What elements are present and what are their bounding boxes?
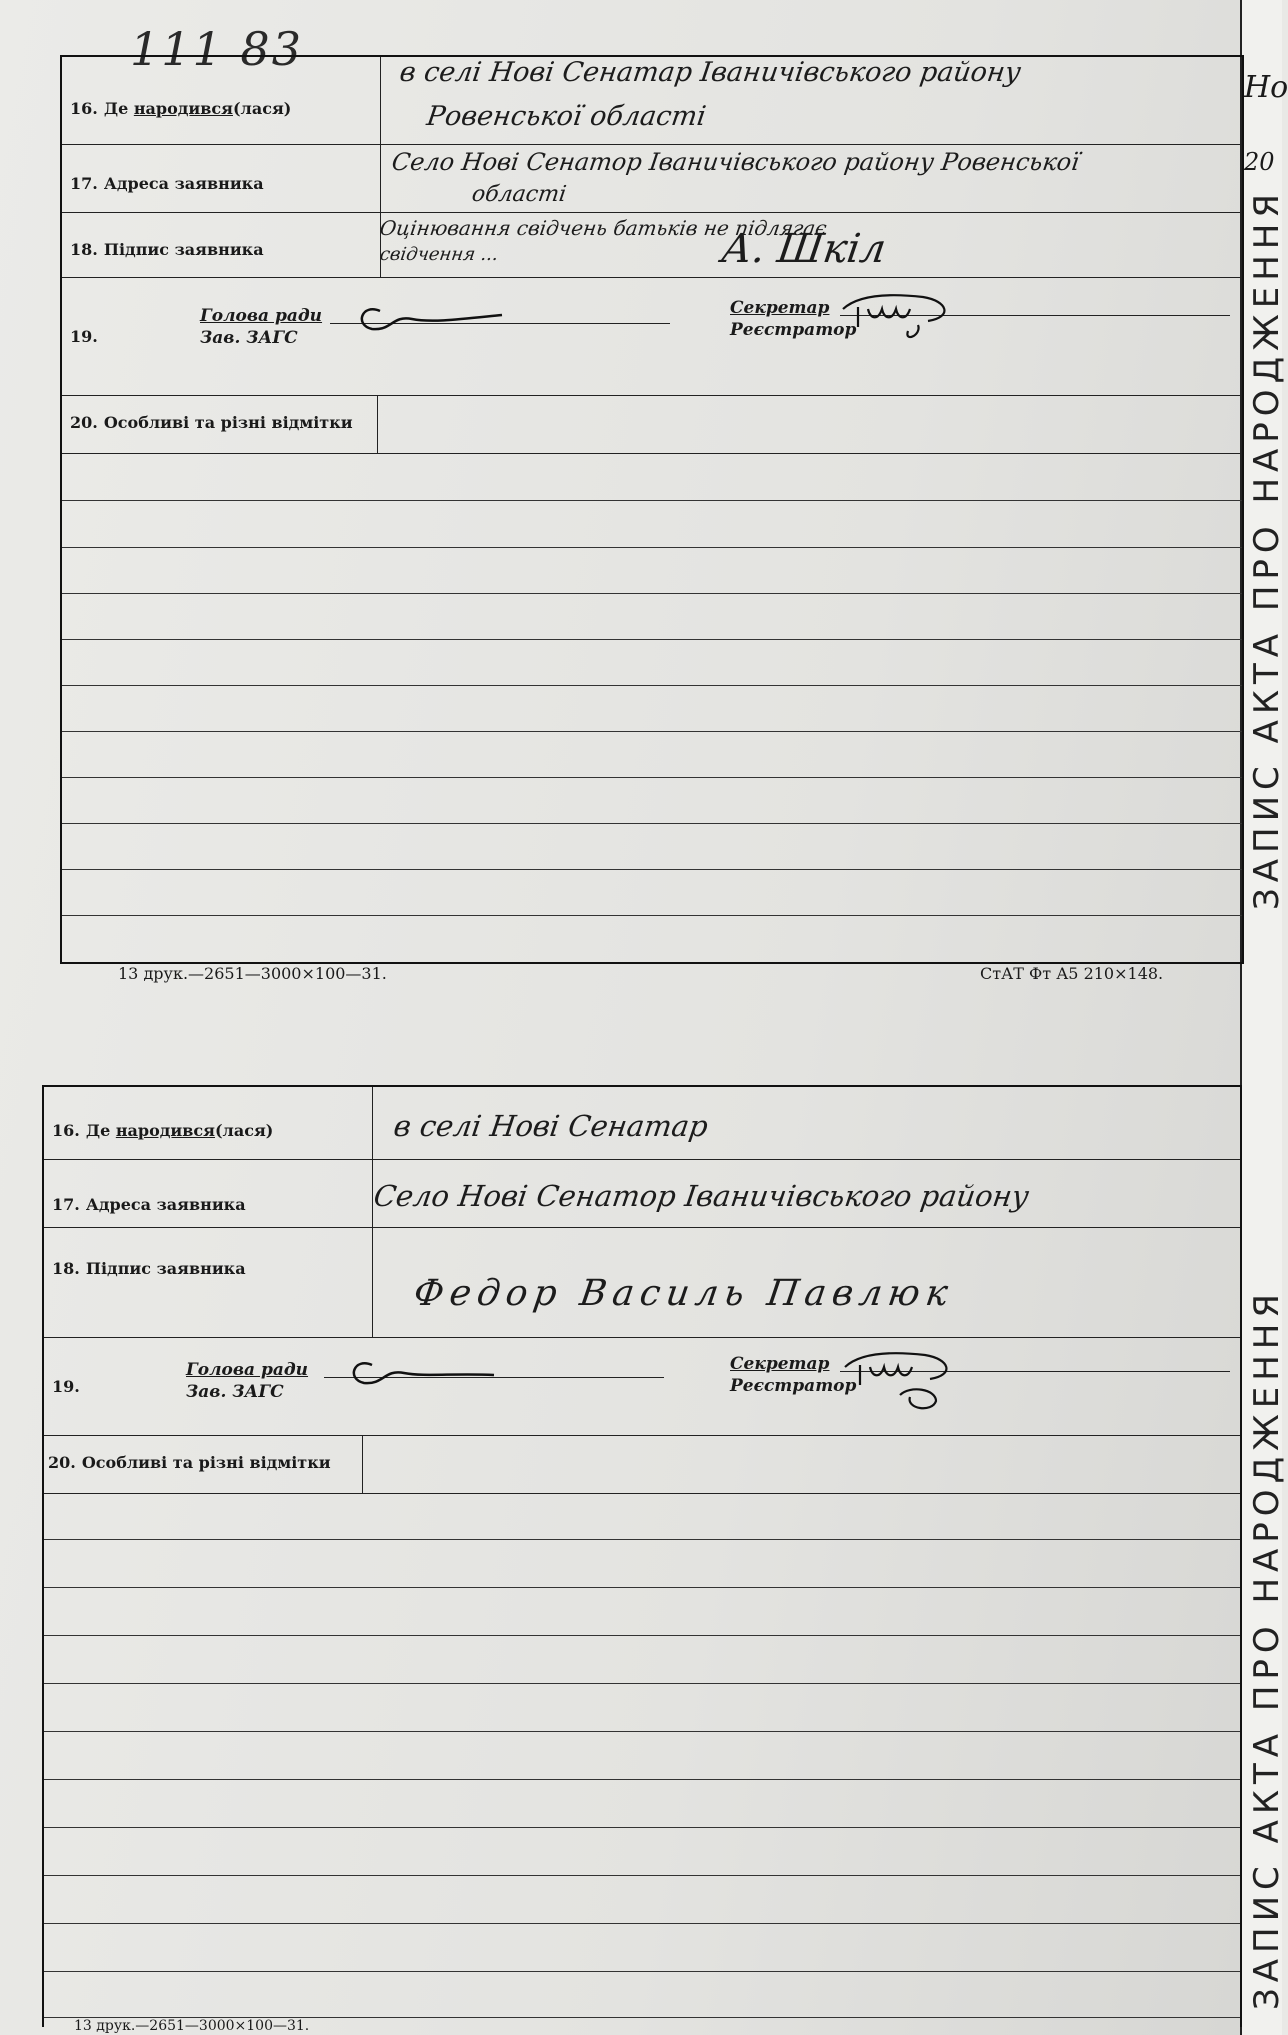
field-16-row	[62, 57, 1242, 145]
ruled-line	[62, 593, 1242, 594]
field-17-row	[44, 1159, 1240, 1228]
strip-fragment-second: 20	[1244, 148, 1275, 176]
field-17-label: 17. Адреса заявника	[52, 1195, 246, 1214]
ruled-line	[44, 1875, 1240, 1876]
field-17-label: 17. Адреса заявника	[70, 174, 264, 193]
ruled-line	[62, 639, 1242, 640]
ruled-line	[44, 1827, 1240, 1828]
ruled-line	[62, 500, 1242, 501]
ruled-line	[44, 1779, 1240, 1780]
secretary-signature	[840, 1345, 970, 1415]
ruled-line	[44, 1635, 1240, 1636]
council-head-signature	[344, 1353, 504, 1393]
council-head-label: Голова ради Зав. ЗАГС	[186, 1360, 309, 1402]
field-19-number: 19.	[52, 1377, 80, 1396]
ruled-line	[44, 1731, 1240, 1732]
bottom-form-print-info: 13 друк.—2651—3000×100—31.	[74, 2018, 310, 2034]
field-17-row	[62, 144, 1242, 213]
ruled-line	[44, 1923, 1240, 1924]
field-16-value: в селі Нові Сенатар	[391, 1109, 711, 1143]
archive-number-handwritten: 111 83	[130, 22, 303, 76]
ruled-line	[44, 1683, 1240, 1684]
field-18-label: 18. Підпис заявника	[52, 1259, 246, 1278]
council-head-label: Голова ради Зав. ЗАГС	[200, 306, 323, 348]
strip-title-bottom: ЗАПИС АКТА ПРО НАРОДЖЕННЯ	[1247, 1288, 1287, 2010]
field-18-row	[62, 212, 1242, 278]
field-16-label: 16. Де народився(лася)	[52, 1121, 274, 1140]
field-19-row	[44, 1337, 1240, 1436]
ruled-line	[44, 1587, 1240, 1588]
field-16-label: 16. Де народився(лася)	[70, 99, 292, 118]
ruled-line	[62, 685, 1242, 686]
field-16-row	[44, 1087, 1240, 1160]
strip-title-top: ЗАПИС АКТА ПРО НАРОДЖЕННЯ	[1247, 188, 1287, 910]
secretary-signature	[838, 287, 968, 347]
ruled-line	[44, 1971, 1240, 1972]
birth-record-form-bottom	[42, 1085, 1242, 2027]
field-17-value-line2: області	[470, 182, 568, 207]
field-19-number: 19.	[70, 327, 98, 346]
applicant-signature: А. Шкіл	[718, 226, 889, 272]
field-16-value-line1: в селі Нові Сенатар Іваничівського району	[397, 57, 1023, 88]
field-20-row	[62, 395, 1242, 454]
field-18-label: 18. Підпис заявника	[70, 240, 264, 259]
council-head-signature	[352, 299, 512, 339]
field-20-row	[44, 1435, 1240, 1494]
ruled-line	[62, 777, 1242, 778]
ruled-line	[62, 869, 1242, 870]
ruled-line	[62, 915, 1242, 916]
birth-record-form-top	[60, 55, 1244, 964]
top-form-format-info: СтАТ Фт А5 210×148.	[980, 964, 1164, 983]
field-17-value: Село Нові Сенатор Іваничівського району	[371, 1179, 1032, 1213]
field-20-divider	[362, 1435, 363, 1493]
field-20-divider	[377, 395, 378, 453]
ruled-line	[62, 731, 1242, 732]
applicant-signature: Федор Василь Павлюк	[411, 1273, 957, 1314]
ruled-line	[62, 547, 1242, 548]
secretary-label: Секретар Реєстратор	[730, 1354, 857, 1396]
secretary-label: Секретар Реєстратор	[730, 298, 857, 340]
ruled-line	[62, 823, 1242, 824]
field-16-value-line2: Ровенської області	[424, 101, 708, 132]
strip-fragment-top: Но	[1244, 70, 1288, 105]
field-18-row	[44, 1227, 1240, 1338]
field-17-value-line1: Село Нові Сенатор Іваничівського району Ровенської	[390, 148, 1082, 176]
field-19-row	[62, 277, 1242, 396]
field-18-value-line2: свідчення ...	[378, 244, 500, 265]
field-18-value-line1: Оцінювання свідчень батьків не підлягає	[378, 216, 829, 240]
field-20-label: 20. Особливі та різні відмітки	[70, 413, 353, 432]
top-form-print-info: 13 друк.—2651—3000×100—31.	[118, 964, 387, 983]
ruled-line	[44, 1539, 1240, 1540]
field-20-label: 20. Особливі та різні відмітки	[48, 1453, 331, 1472]
